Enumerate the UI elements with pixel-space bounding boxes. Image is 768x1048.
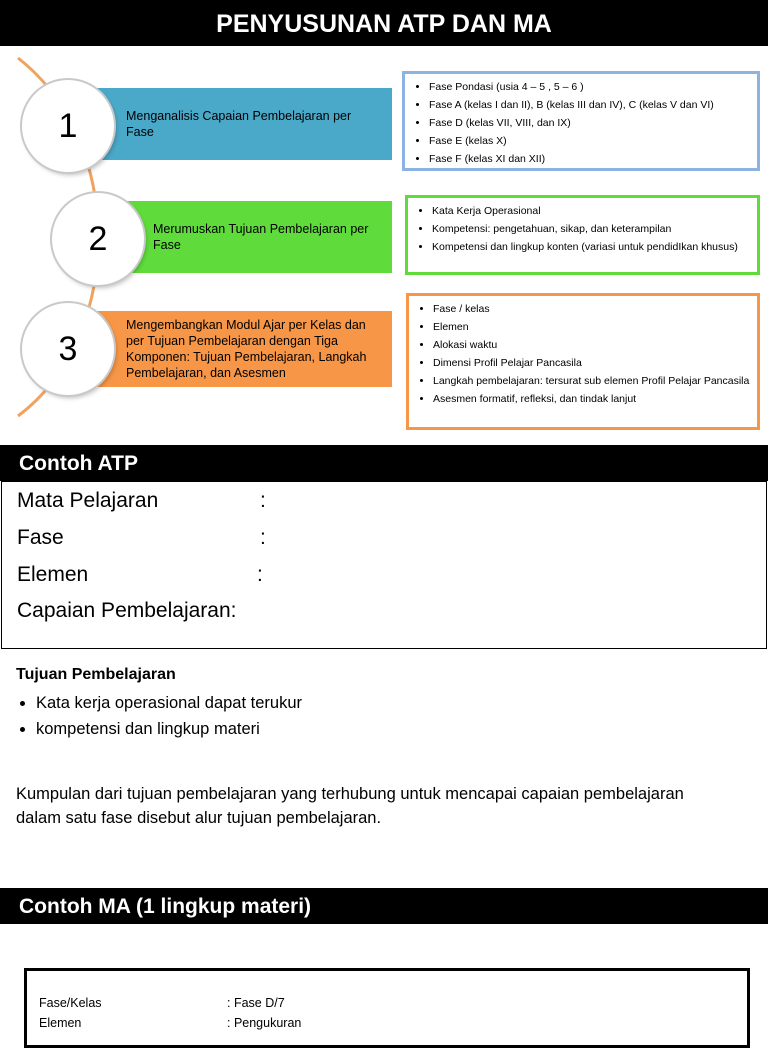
step-3-number: 3 [58,330,78,368]
step-1-label-box [70,88,392,160]
step-2-number: 2 [88,220,108,258]
step-3-detail-item: • Alokasi waktu [433,336,751,354]
step-3-detail-item: • Fase / kelas [433,300,751,318]
atp-field-label-fase: Fase [17,526,64,549]
step-2-circle [52,193,144,285]
page-title: PENYUSUNAN ATP DAN MA [0,0,768,46]
step-2-detail-item: • Kata Kerja Operasional [432,202,751,220]
atp-field-colon: : [260,526,266,549]
step-2-label: Merumuskan Tujuan Pembelajaran per Fase [153,222,369,252]
ma-form-box [24,968,750,1048]
step-1-details [402,71,760,171]
step-2-detail-item: • Kompetensi dan lingkup konten (variasi untuk pendidIkan khusus) [432,238,751,256]
atp-field-label-elemen: Elemen [17,563,89,586]
atp-field-label-capaian: Capaian Pembelajaran: [17,599,237,622]
step-2-detail-item: • Kompetensi: pengetahuan, sikap, dan keterampilan [432,220,751,238]
step-3-detail-item: • Dimensi Profil Pelajar Pancasila [433,354,751,372]
tujuan-item: • kompetensi dan lingkup materi [36,720,302,739]
ma-row-value: : Fase D/7 [227,996,285,1010]
atp-field-colon: : [257,563,263,586]
atp-field-label-mata-pelajaran: Mata Pelajaran [17,489,159,512]
tujuan-paragraph: Kumpulan dari tujuan pembelajaran yang terhubung untuk mencapai capaian pembelajaran dalam satu fase disebut alur tujuan pembelajaran. [16,785,684,827]
ma-row-label: Fase/Kelas [39,996,102,1010]
step-1-detail-item: • Fase Pondasi (usia 4 – 5 , 5 – 6 ) [429,78,751,96]
tujuan-title: Tujuan Pembelajaran [16,666,176,683]
ma-heading: Contoh MA (1 lingkup materi) [0,888,768,924]
step-3-label: Mengembangkan Modul Ajar per Kelas dan per Tujuan Pembelajaran dengan Tiga Komponen: Tujuan Pembelajaran, Langkah Pembelajaran, dan Asesmen [126,318,367,380]
step-3-detail-item: • Asesmen formatif, refleksi, dan tindak lanjut [433,390,751,408]
step-1-circle [22,80,114,172]
tujuan-list [16,694,302,746]
step-3-detail-item: • Elemen [433,318,751,336]
step-1-detail-item: • Fase D (kelas VII, VIII, dan IX) [429,114,751,132]
step-1-number: 1 [58,107,78,145]
step-2-details [405,195,760,275]
step-3-details [406,293,760,430]
step-1-detail-item: • Fase F (kelas XI dan XII) [429,150,751,168]
step-1-label: Menganalisis Capaian Pembelajaran per Fase [126,109,352,139]
step-3-label-box [70,311,392,387]
atp-field-colon: : [260,489,266,512]
step-3-circle [22,303,114,395]
step-1-detail-item: • Fase E (kelas X) [429,132,751,150]
tujuan-item: • Kata kerja operasional dapat terukur [36,694,302,713]
step-1-detail-item: • Fase A (kelas I dan II), B (kelas III dan IV), C (kelas V dan VI) [429,96,751,114]
step-3-detail-item: • Langkah pembelajaran: tersurat sub elemen Profil Pelajar Pancasila [433,372,751,390]
ma-row-value: : Pengukuran [227,1016,302,1030]
ma-row-label: Elemen [39,1016,82,1030]
atp-heading: Contoh ATP [0,445,768,481]
